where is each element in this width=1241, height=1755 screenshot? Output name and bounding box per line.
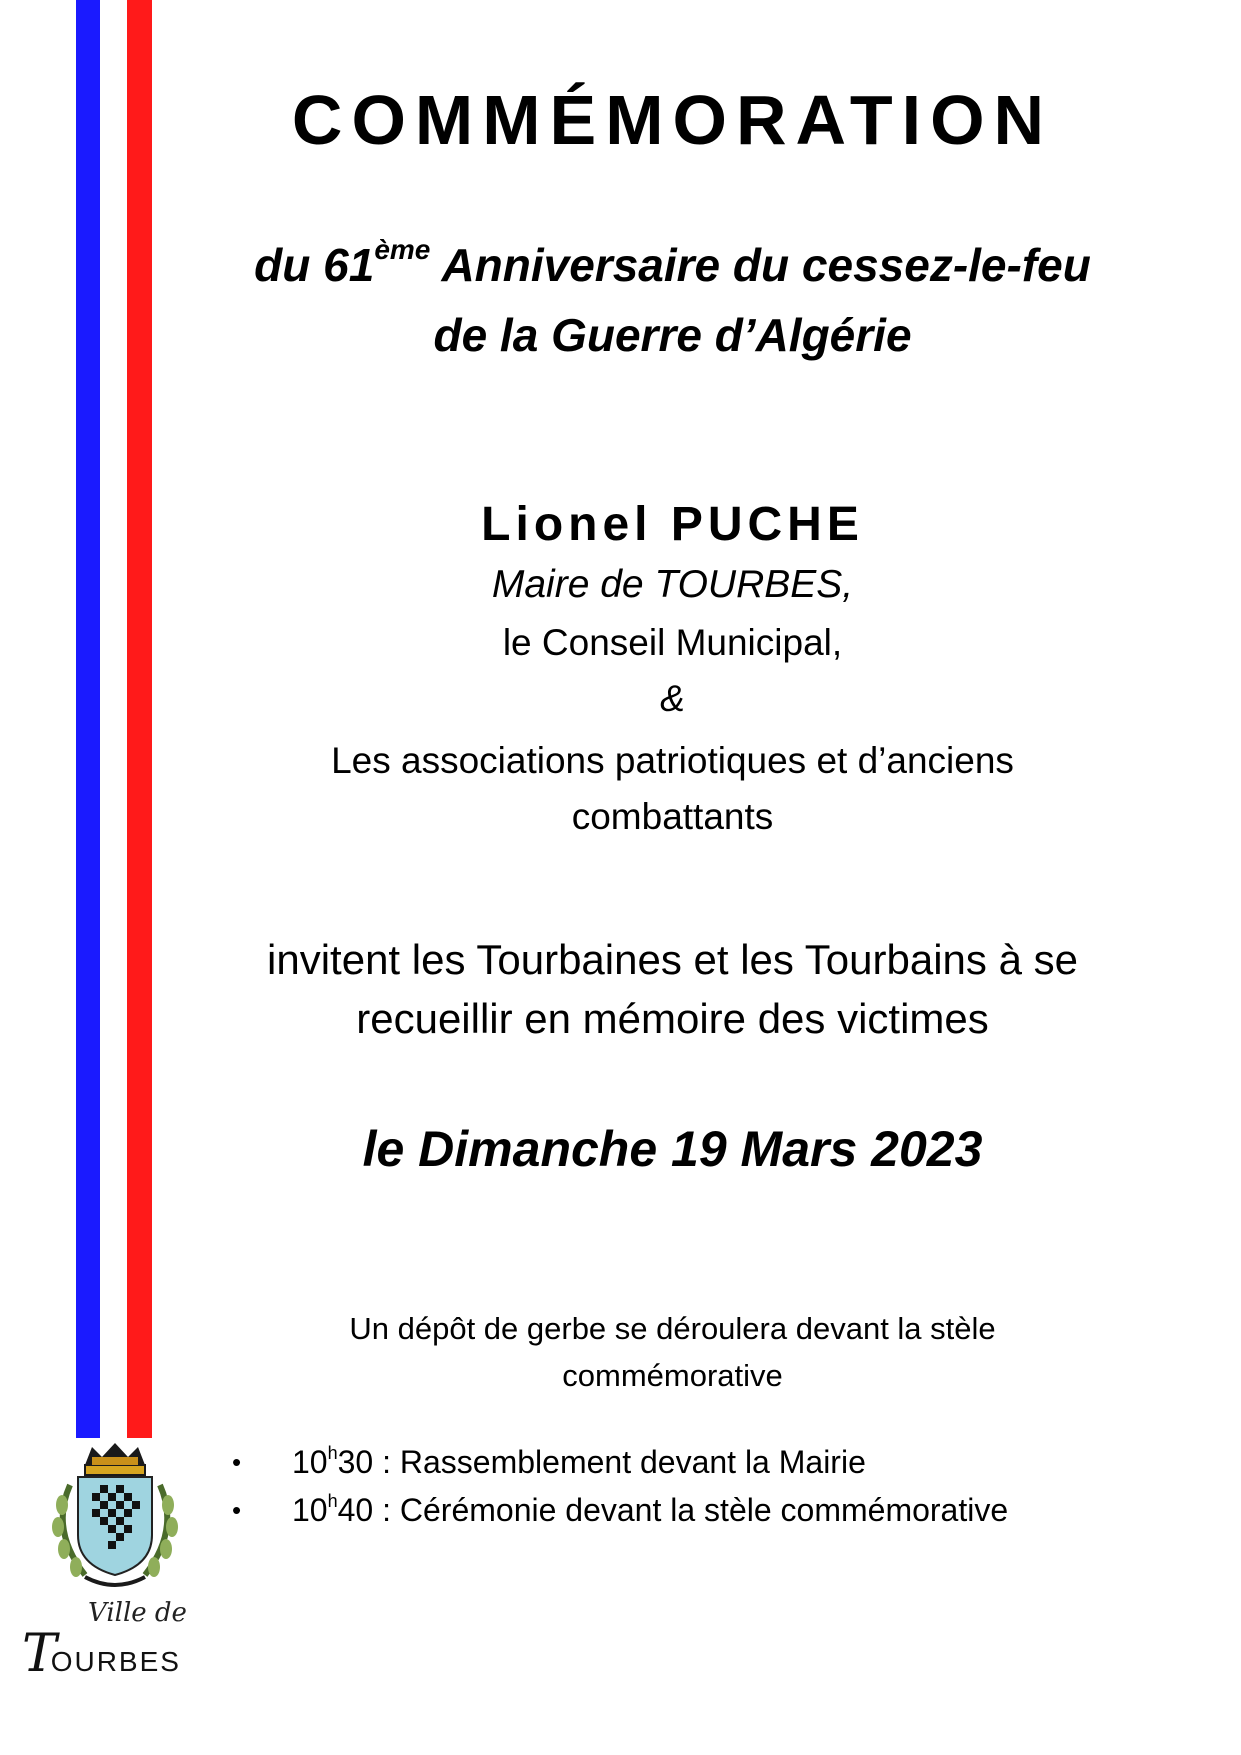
invitation-line-2: recueillir en mémoire des victimes — [356, 995, 989, 1042]
host-name: Lionel PUCHE — [481, 498, 864, 551]
subtitle-prefix: du 61 — [254, 239, 375, 291]
subtitle-line-2: de la Guerre d’Algérie — [433, 309, 912, 361]
schedule-h: h — [327, 1443, 338, 1463]
event-date: le Dimanche 19 Mars 2023 — [362, 1121, 983, 1177]
subtitle-ordinal: ème — [374, 234, 431, 265]
invitation-line-1: invitent les Tourbaines et les Tourbains à se — [267, 936, 1078, 983]
logo-ville-de: Ville de — [88, 1598, 187, 1628]
wreath-notice — [200, 1305, 1145, 1399]
associations-line-1: Les associations patriotiques et d’anciens — [331, 740, 1014, 781]
schedule-item — [232, 1486, 1008, 1534]
schedule-item — [232, 1438, 1008, 1486]
schedule-text: 30 : Rassemblement devant la Mairie — [337, 1444, 866, 1480]
town-logo — [18, 1598, 198, 1684]
flag-stripe-red — [127, 0, 152, 1438]
logo-town-rest: OURBES — [50, 1646, 181, 1677]
schedule-hour: 10 — [292, 1444, 328, 1480]
council-line: le Conseil Municipal, — [502, 622, 843, 663]
logo-town-name — [22, 1624, 181, 1684]
subtitle-line-1-rest: Anniversaire du cessez-le-feu — [430, 239, 1091, 291]
associations-text — [200, 733, 1145, 845]
wreath-line-1: Un dépôt de gerbe se déroulera devant la stèle — [349, 1311, 996, 1346]
flag-stripe-white — [100, 0, 127, 1438]
invitation-text — [200, 930, 1145, 1048]
flag-stripe-blue — [76, 0, 100, 1438]
schedule-list — [232, 1438, 1008, 1534]
wreath-line-2: commémorative — [562, 1358, 783, 1393]
schedule-text: 40 : Cérémonie devant la stèle commémorative — [337, 1492, 1009, 1528]
logo-town-initial: T — [22, 1624, 57, 1684]
coat-of-arms-icon — [40, 1435, 190, 1595]
ampersand: & — [660, 678, 685, 719]
schedule-h: h — [327, 1491, 338, 1511]
schedule-hour: 10 — [292, 1492, 328, 1528]
subtitle-line-1 — [200, 230, 1145, 300]
bullet-icon: • — [232, 1447, 242, 1477]
event-subtitle — [200, 230, 1145, 370]
associations-line-2: combattants — [571, 796, 774, 837]
bullet-icon: • — [232, 1495, 242, 1525]
page-title: COMMÉMORATION — [291, 81, 1054, 159]
host-role: Maire de TOURBES, — [491, 563, 854, 606]
